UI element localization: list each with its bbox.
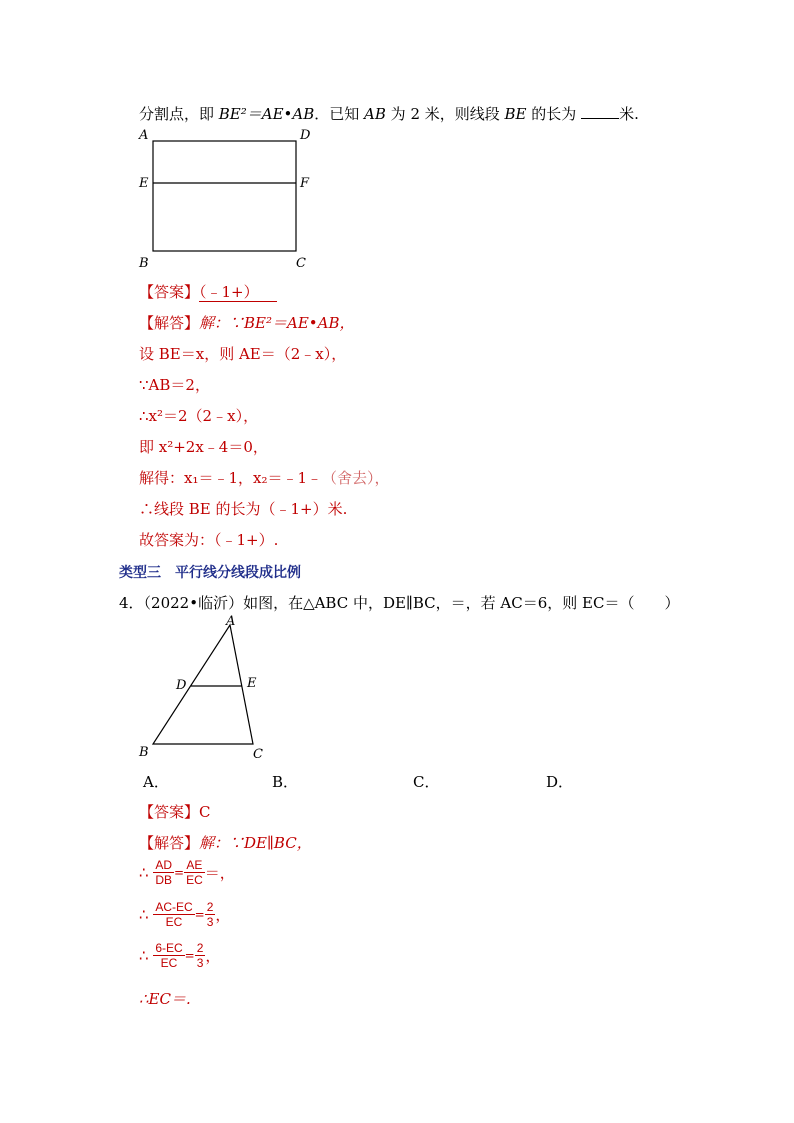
solution-tag: 【解答】: [139, 314, 200, 332]
q3-intro-unit: 米.: [619, 105, 639, 123]
equals-sign: =: [184, 948, 195, 963]
therefore-symbol: ∴: [139, 946, 149, 965]
equals-sign: =: [174, 865, 185, 880]
answer-value: C: [199, 803, 211, 821]
solution-1-line-1: [139, 312, 355, 333]
q3-intro-be: BE: [504, 105, 527, 123]
solution-tag: 【解答】: [139, 834, 200, 852]
label-c: C: [296, 256, 306, 271]
label-e: E: [247, 676, 257, 691]
numerator: 2: [196, 941, 204, 955]
denominator: EC: [186, 873, 203, 887]
answer-value: （﹣1+）: [199, 283, 277, 302]
label-c: C: [253, 747, 263, 762]
numerator: AD: [155, 858, 172, 872]
fraction-tail: ＝，: [204, 864, 235, 882]
denominator: 3: [206, 915, 214, 929]
option-b: B．: [272, 773, 299, 791]
solution-2-fraction-1: [139, 858, 235, 887]
solution-2-fraction-2: [139, 900, 230, 929]
denominator: 3: [196, 956, 204, 970]
denominator: EC: [153, 955, 184, 970]
fraction-acec-ec: [153, 900, 194, 929]
triangle-abc: [153, 625, 253, 744]
numerator: 2: [206, 900, 214, 914]
rectangle-diagram: [130, 125, 320, 275]
solution-1-line-3: ∵AB＝2，: [139, 376, 210, 394]
solution-1-line-5: 即 x²+2x﹣4＝0，: [139, 438, 268, 456]
label-f: F: [300, 176, 310, 191]
option-d: D．: [546, 773, 574, 791]
q4-stem: 4．（2022•临沂）如图，在△ABC 中，DE∥BC，＝，若 AC＝6，则 EC＝（ ）: [119, 594, 680, 612]
answer-1: [139, 281, 277, 302]
rectangle-abcd: [153, 141, 296, 251]
answer-blank: [581, 104, 619, 119]
option-a: A．: [143, 773, 169, 791]
answer-tag: 【答案】: [139, 803, 200, 821]
q3-intro-text-2: ．已知: [314, 105, 365, 123]
section-title: 类型三 平行线分线段成比例: [119, 565, 301, 581]
equals-sign: =: [194, 907, 205, 922]
denominator: DB: [155, 873, 172, 887]
fraction-6ec-ec: [153, 941, 184, 970]
label-b: B: [139, 256, 149, 271]
therefore-symbol: ∴: [139, 905, 149, 924]
q3-intro-text-3: 为 2 米，则线段: [385, 105, 505, 123]
solution-1-line-6: [139, 467, 390, 488]
solution-1-line-7: ∴线段 BE 的长为（﹣1+）米.: [139, 500, 348, 518]
label-e: E: [139, 176, 149, 191]
label-d: D: [176, 678, 187, 693]
label-a: A: [139, 128, 149, 143]
q3-intro-equation: BE²＝AE•AB: [218, 105, 315, 123]
solution-1-line-4: ∴x²＝2（2﹣x），: [139, 407, 259, 425]
label-b: B: [139, 745, 149, 760]
option-c: C．: [413, 773, 440, 791]
therefore-symbol: ∴: [139, 863, 149, 882]
answer-tag: 【答案】: [139, 283, 200, 301]
label-a: A: [226, 614, 236, 629]
q3-intro: [139, 103, 639, 124]
fraction-tail: ，: [215, 906, 231, 924]
q3-intro-text-1: 分割点，即: [139, 105, 219, 123]
fraction-ad-db: [153, 858, 174, 887]
figure-rectangle: [130, 125, 320, 275]
solution-1-line-8: 故答案为：（﹣1+）.: [139, 531, 279, 549]
q3-intro-ab: AB: [364, 105, 386, 123]
answer-2: [139, 801, 211, 822]
solution-discard: （舍去），: [322, 469, 390, 487]
figure-triangle: [136, 612, 276, 767]
fraction-tail: ，: [205, 947, 221, 965]
solution-roots: 解得：x₁＝﹣1，x₂＝﹣1﹣: [139, 469, 323, 487]
numerator: 6-EC: [155, 941, 183, 955]
solution-2-last: ∴EC＝.: [139, 990, 191, 1008]
fraction-two-thirds: [205, 900, 216, 929]
label-d: D: [300, 128, 311, 143]
fraction-two-thirds: [195, 941, 206, 970]
numerator: AE: [186, 858, 203, 872]
q3-intro-text-4: 的长为: [526, 105, 582, 123]
solution-step: 解：∵DE∥BC，: [199, 834, 312, 852]
denominator: EC: [153, 914, 194, 929]
solution-1-line-2: 设 BE＝x，则 AE＝（2﹣x），: [139, 345, 347, 363]
solution-2-fraction-3: [139, 941, 220, 970]
solution-2-line-1: [139, 832, 312, 853]
numerator: AC-EC: [155, 900, 193, 914]
solution-step: 解：∵BE²＝AE•AB，: [199, 314, 355, 332]
fraction-ae-ec: [184, 858, 205, 887]
